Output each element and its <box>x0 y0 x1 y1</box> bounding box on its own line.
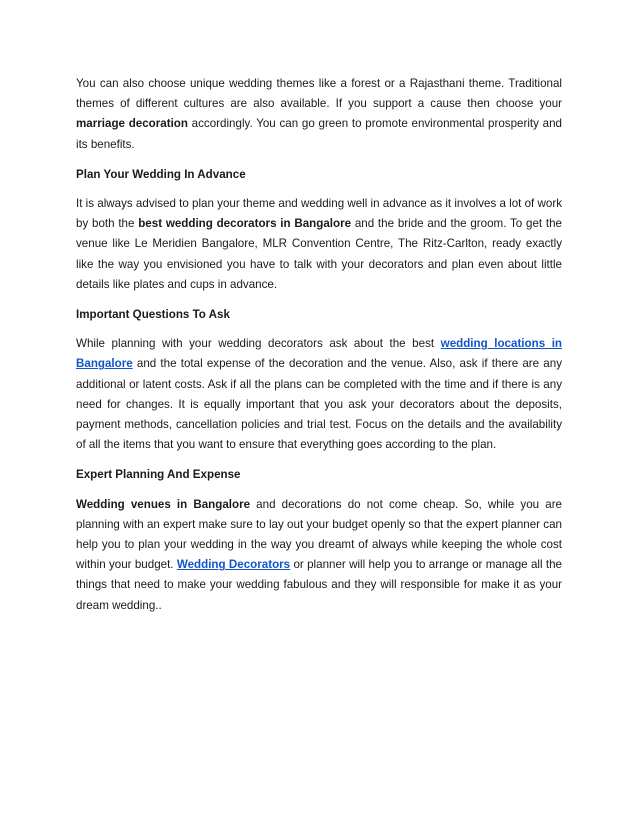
text-segment: accordingly. You can go green to promote environmental prosperity and its benefits. <box>76 117 562 151</box>
text-segment: and the total expense of the decoration and the venue. Also, ask if there are any additional or latent costs. Ask if all the plans can be completed with the time and if there is any need for changes. It is equally important that you ask your decorators about the deposits, payment methods, cancellation policies and trial test. Focus on the details and the availability of all the items that you want to ensure that everything goes according to the plan. <box>76 357 562 452</box>
text-segment: and the bride and the groom. To get the venue like Le Meridien Bangalore, MLR Convention Centre, The Ritz-Carlton, ready exactly like the way you envisioned you have to talk with your decorators and plan even about little details like plates and cups in advance. <box>76 217 562 291</box>
section-heading-expense: Expert Planning And Expense <box>76 468 241 482</box>
section-heading-questions: Important Questions To Ask <box>76 308 230 322</box>
text-segment: and decorations do not come cheap. So, while you are planning with an expert make sure to lay out your budget openly so that the expert planner can help you to plan your wedding in the way you dreamt of always while keeping the whole cost within your budget. <box>76 497 563 572</box>
bold-phrase: Wedding venues in Bangalore <box>76 497 251 511</box>
document-body <box>76 74 562 626</box>
bold-phrase: best wedding decorators in Bangalore <box>138 217 352 231</box>
text-segment: While planning with your wedding decorators ask about the best <box>76 337 441 351</box>
paragraph-expense <box>76 495 562 616</box>
paragraph-plan-advance <box>76 194 562 295</box>
wedding-decorators-link[interactable]: Wedding Decorators <box>176 558 291 572</box>
wedding-locations-link[interactable]: wedding locations in Bangalore <box>76 337 563 371</box>
paragraph-themes <box>76 74 562 155</box>
paragraph-questions <box>76 334 562 455</box>
text-segment: or planner will help you to arrange or manage all the things that need to make your wedding fabulous and they will responsible for make it as your dream wedding.. <box>76 558 562 612</box>
bold-phrase: marriage decoration <box>76 117 188 131</box>
text-segment: It is always advised to plan your theme and wedding well in advance as it involves a lot of work by both the <box>76 197 562 231</box>
section-heading-plan: Plan Your Wedding In Advance <box>76 167 246 181</box>
text-segment: You can also choose unique wedding themes like a forest or a Rajasthani theme. Traditional themes of different cultures are also available. If you support a cause then choose your <box>76 77 562 111</box>
